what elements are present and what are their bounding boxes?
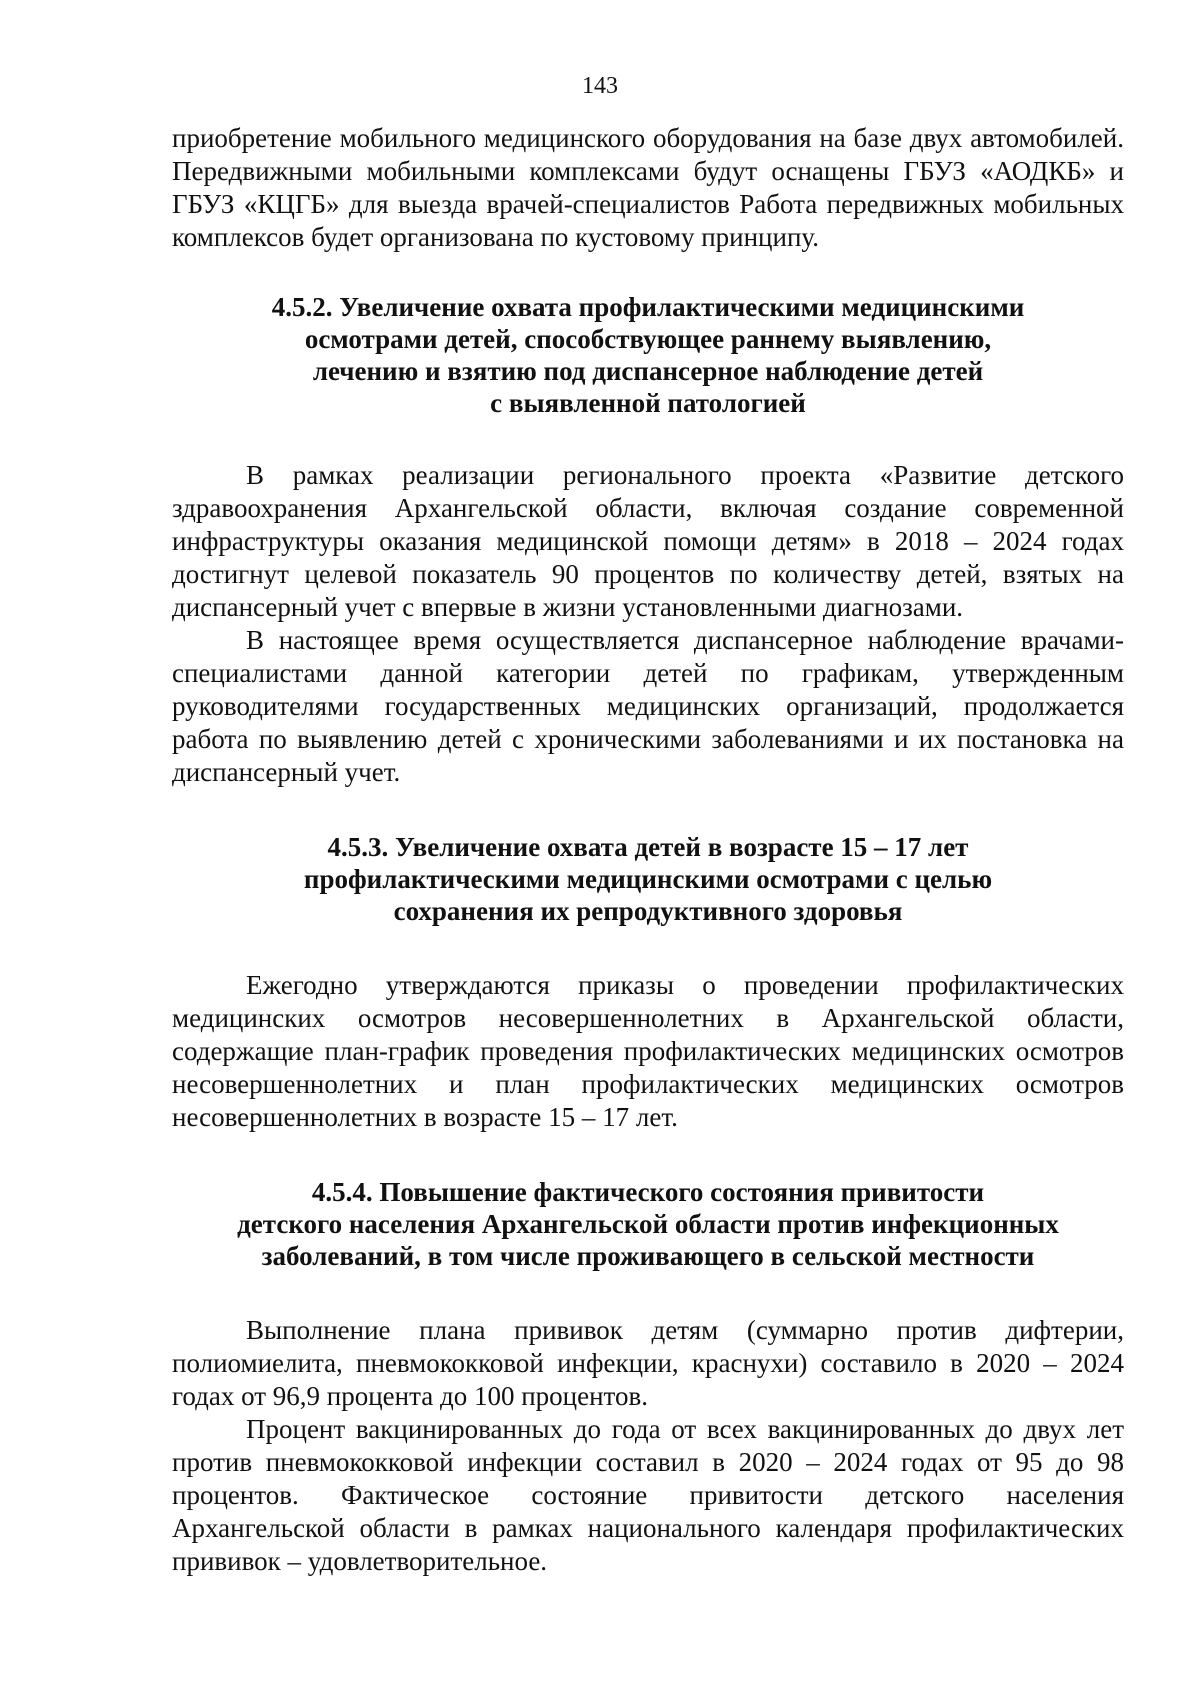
heading-line: детского населения Архангельской области против инфекционных [237, 1209, 1059, 1239]
heading-line: заболеваний, в том числе проживающего в сельской местности [261, 1241, 1035, 1271]
section-heading-4-5-3 [172, 831, 1124, 927]
heading-line: осмотрами детей, способствующее раннему выявлению, [304, 324, 992, 354]
page-number: 143 [582, 73, 618, 99]
heading-line: сохранения их репродуктивного здоровья [393, 896, 903, 926]
heading-line: лечению и взятию под диспансерное наблюдение детей [312, 356, 984, 386]
document-body [172, 122, 1124, 1578]
body-paragraph: Ежегодно утверждаются приказы о проведении профилактических медицинских осмотров несовершеннолетних в Архангельской области, содержащие план-график проведения профилактических медицинских осмотров несовершеннолетних и план профилактических медицинских осмотров несовершеннолетних в возрасте 15 – 17 лет. [172, 970, 1124, 1132]
body-paragraph: Процент вакцинированных до года от всех вакцинированных до двух лет против пневмококковой инфекции составил в 2020 – 2024 годах от 95 до 98 процентов. Фактическое состояние привитости детского населения Архангельской области в рамках национального календаря профилактических прививок – удовлетворительное. [172, 1414, 1124, 1576]
body-paragraph: В настоящее время осуществляется диспансерное наблюдение врачами-специалистами данной категории детей по графикам, утвержденным руководителями государственных медицинских организаций, продолжается работа по выявлению детей с хроническими заболеваниями и их постановка на диспансерный учет. [172, 625, 1124, 787]
heading-line: 4.5.3. Увеличение охвата детей в возрасте 15 – 17 лет [327, 832, 969, 862]
body-paragraph: В рамках реализации регионального проекта «Развитие детского здравоохранения Архангельской области, включая создание современной инфраструктуры оказания медицинской помощи детям» в 2018 – 2024 годах достигнут целевой показатель 90 процентов по количеству детей, взятых на диспансерный учет с впервые в жизни установленными диагнозами. [172, 460, 1124, 622]
heading-line: с выявленной патологией [490, 388, 806, 418]
heading-line: 4.5.2. Увеличение охвата профилактическими медицинскими [271, 292, 1025, 322]
section-heading-4-5-4 [172, 1176, 1124, 1272]
heading-line: профилактическими медицинскими осмотрами с целью [303, 864, 993, 894]
heading-line: 4.5.4. Повышение фактического состояния привитости [311, 1177, 985, 1207]
body-paragraph: Выполнение плана прививок детям (суммарно против дифтерии, полиомиелита, пневмококковой инфекции, краснухи) составило в 2020 – 2024 годах от 96,9 процента до 100 процентов. [172, 1315, 1124, 1411]
intro-paragraph: приобретение мобильного медицинского оборудования на базе двух автомобилей. Передвижными мобильными комплексами будут оснащены ГБУЗ «АОДКБ» и ГБУЗ «КЦГБ» для выезда врачей-специалистов Работа передвижных мобильных комплексов будет организована по кустовому принципу. [172, 123, 1124, 252]
section-heading-4-5-2 [172, 291, 1124, 419]
